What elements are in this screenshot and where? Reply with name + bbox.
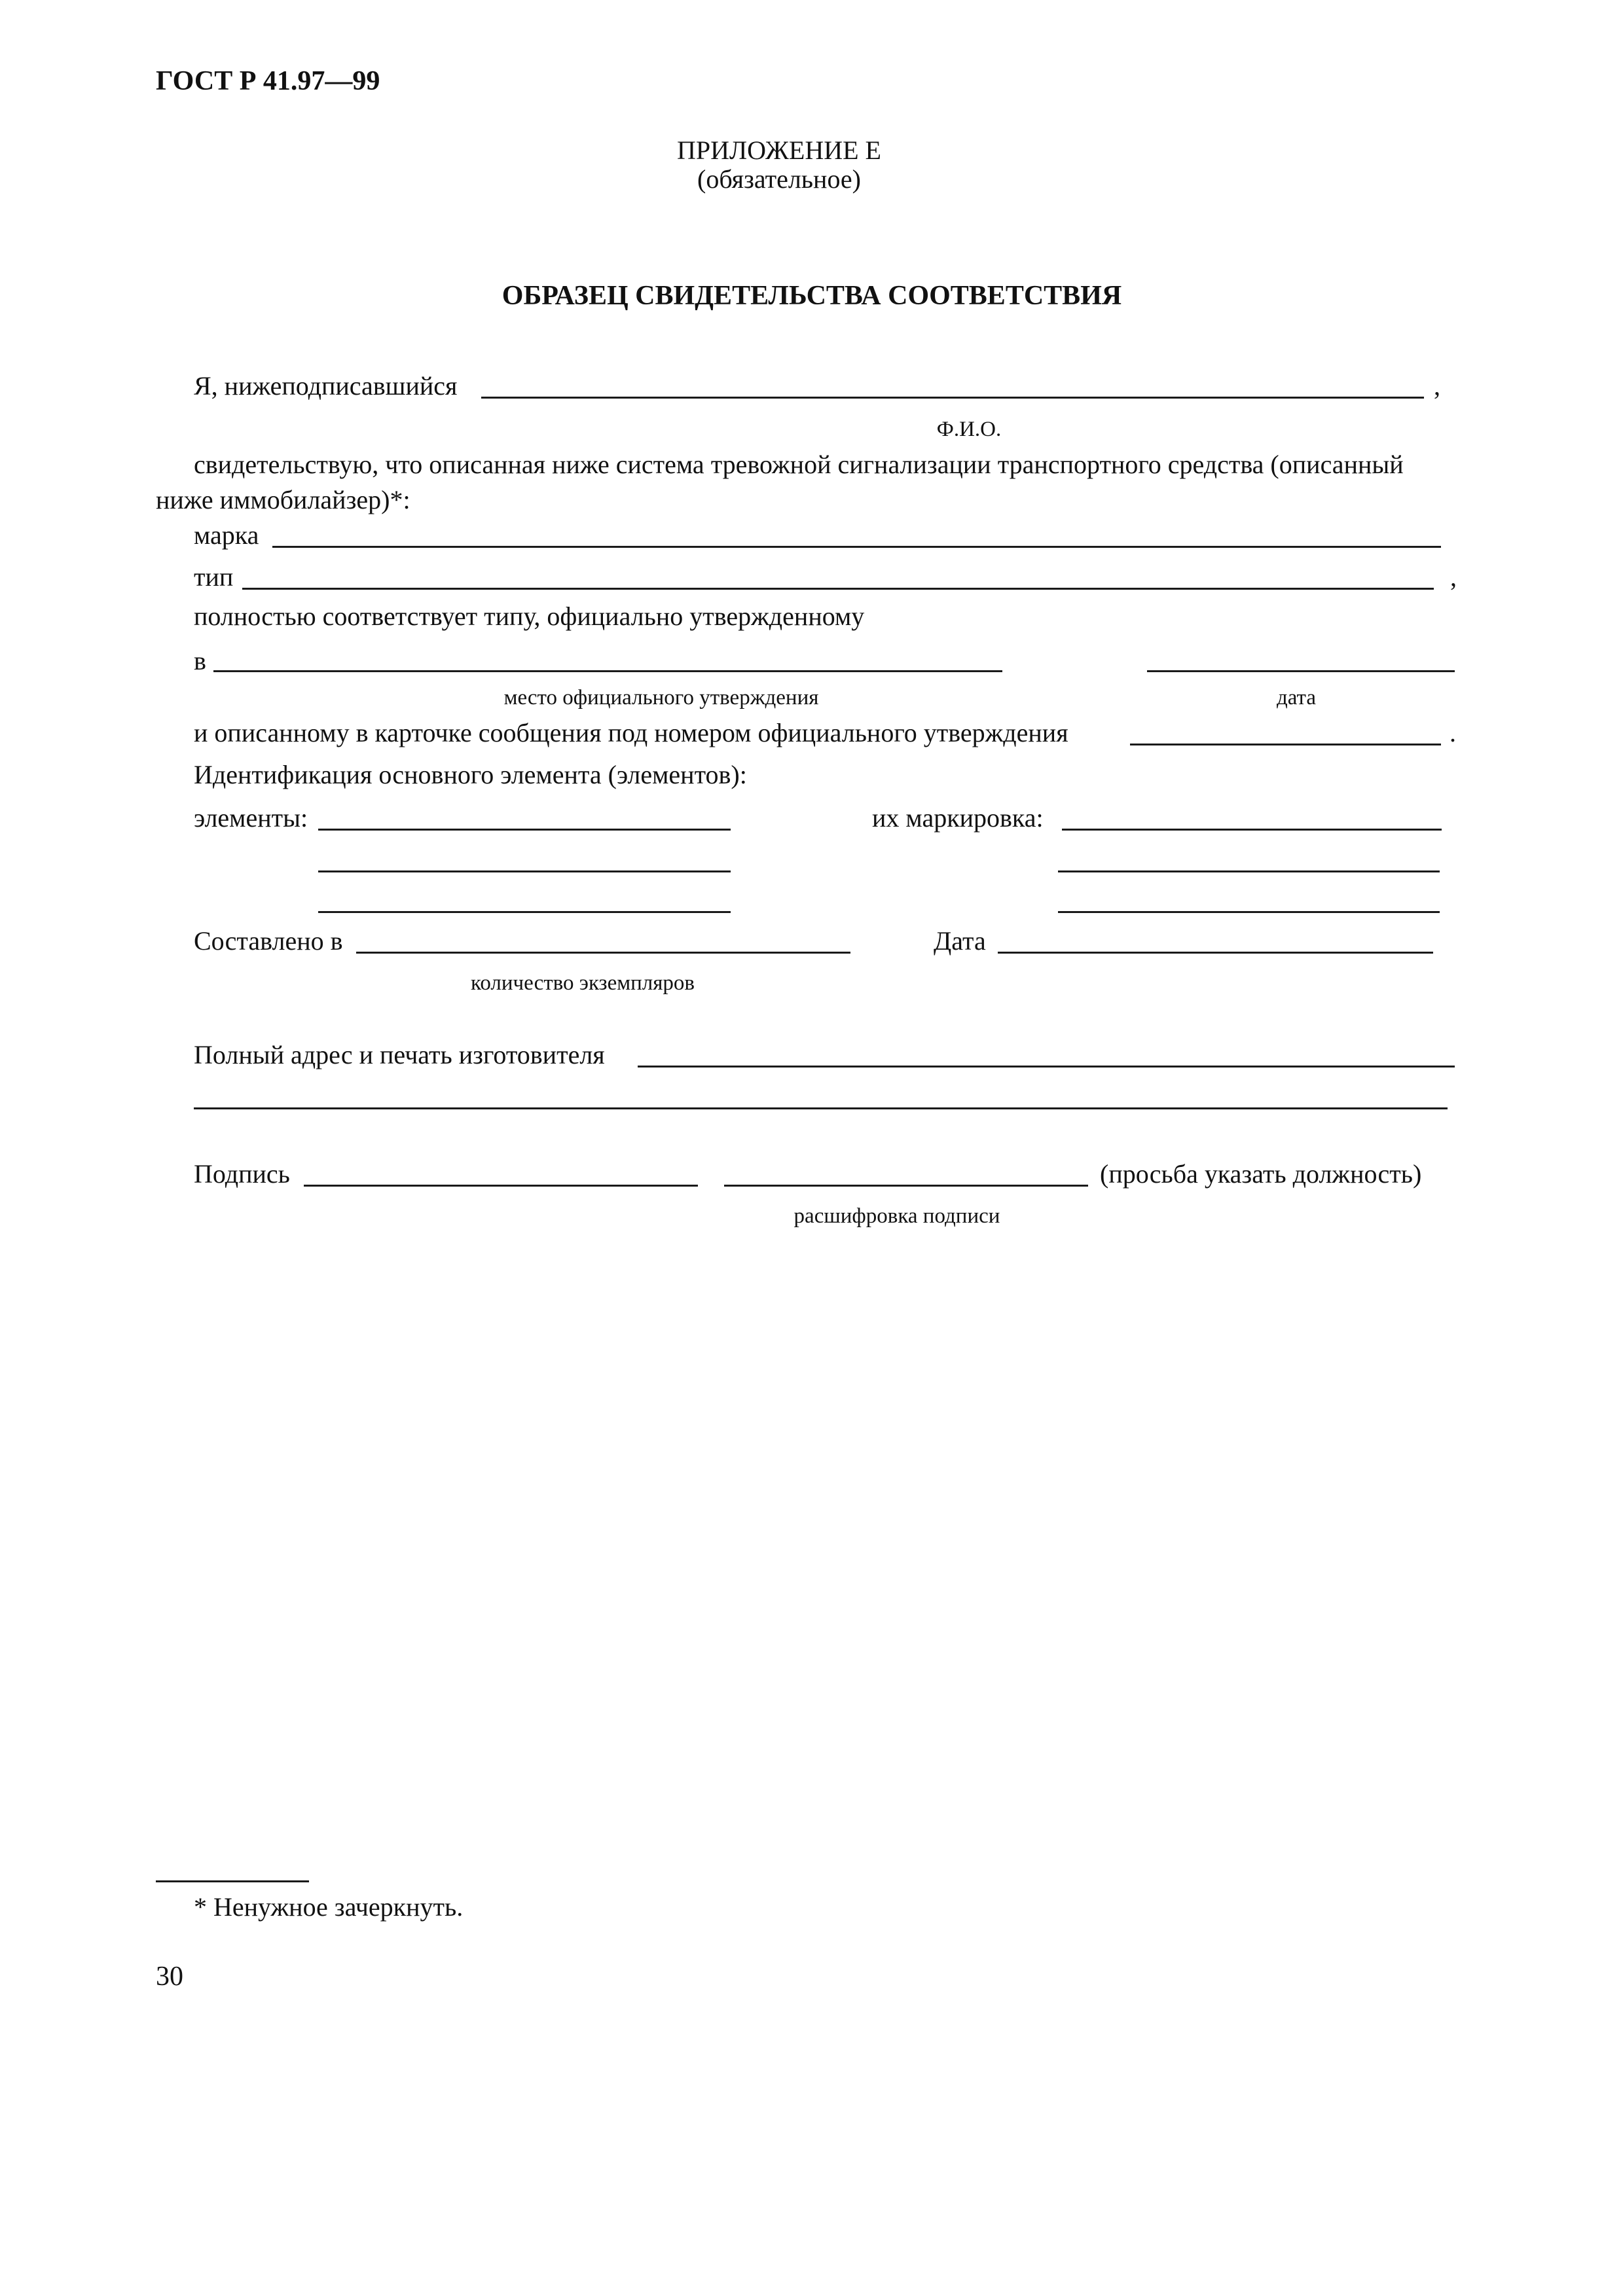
- marking-field-line-3: [1058, 911, 1440, 913]
- marking-field-line-1: [1062, 829, 1442, 831]
- period: .: [1450, 718, 1456, 747]
- address-field-line-1: [638, 1066, 1455, 1067]
- date-field-line: [1147, 670, 1455, 672]
- element-field-line-3: [318, 911, 731, 913]
- in-label: в: [194, 646, 206, 675]
- standard-code: ГОСТ Р 41.97—99: [156, 66, 380, 96]
- form-title: ОБРАЗЕЦ СВИДЕТЕЛЬСТВА СООТВЕТСТВИЯ: [501, 281, 1122, 311]
- date-label: Дата: [934, 926, 986, 956]
- footnote-separator: [156, 1880, 309, 1882]
- address-label: Полный адрес и печать изготовителя: [194, 1040, 605, 1069]
- fio-caption: Ф.И.О.: [936, 418, 1002, 441]
- position-note: (просьба указать должность): [1100, 1159, 1422, 1189]
- date-value-field-line: [998, 952, 1433, 954]
- elements-label: элементы:: [194, 803, 308, 833]
- brand-field-line: [272, 546, 1441, 548]
- signature-caption: расшифровка подписи: [793, 1204, 1000, 1228]
- place-caption: место официального утверждения: [503, 686, 819, 709]
- type-field-line: [242, 588, 1434, 590]
- comma: ,: [1450, 562, 1457, 592]
- marking-label: их маркировка:: [872, 803, 1044, 833]
- identification-text: Идентификация основного элемента (элементов):: [194, 760, 747, 789]
- element-field-line-1: [318, 829, 731, 831]
- drawn-up-label: Составлено в: [194, 926, 343, 956]
- card-text: и описанному в карточке сообщения под номером официального утверждения: [194, 718, 1068, 747]
- type-label: тип: [194, 562, 234, 592]
- date-caption: дата: [1276, 686, 1317, 709]
- marking-field-line-2: [1058, 870, 1440, 872]
- certify-text-line-1: свидетельствую, что описанная ниже система тревожной сигнализации транспортного средства (описанный: [194, 450, 1404, 479]
- signature-field-line: [304, 1185, 698, 1187]
- footnote-text: * Ненужное зачеркнуть.: [194, 1892, 464, 1922]
- certify-text-line-2: ниже иммобилайзер)*:: [156, 485, 410, 514]
- signature-decoding-field-line: [724, 1185, 1088, 1187]
- appendix-status: (обязательное): [697, 164, 861, 194]
- appendix-title: ПРИЛОЖЕНИЕ Е: [677, 135, 881, 165]
- copies-field-line: [356, 952, 850, 954]
- copies-caption: количество экземпляров: [470, 971, 695, 995]
- conforms-text: полностью соответствует типу, официально утвержденному: [194, 601, 865, 631]
- brand-label: марка: [194, 520, 259, 550]
- place-field-line: [213, 670, 1002, 672]
- element-field-line-2: [318, 870, 731, 872]
- address-field-line-2: [194, 1107, 1448, 1109]
- fio-field-line: [481, 397, 1424, 399]
- page-number: 30: [156, 1962, 183, 1992]
- comma: ,: [1434, 371, 1440, 401]
- card-number-field-line: [1130, 744, 1441, 745]
- signature-label: Подпись: [194, 1159, 290, 1189]
- undersigned-label: Я, нижеподписавшийся: [194, 371, 458, 401]
